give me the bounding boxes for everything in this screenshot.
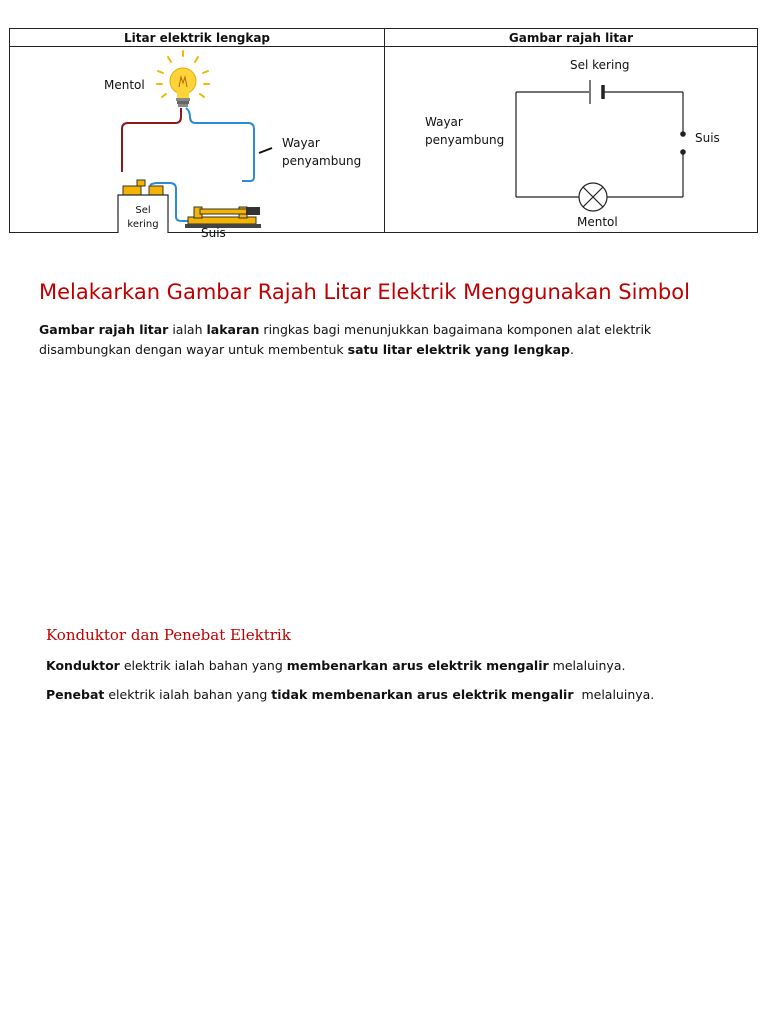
insulator-definition: [46, 686, 654, 704]
battery-label-line2: kering: [127, 219, 159, 230]
section-heading-conductors-insulators: Konduktor dan Penebat Elektrik: [46, 626, 291, 644]
definition-text-1: ialah: [168, 322, 207, 337]
term-complete-circuit: satu litar elektrik yang lengkap: [347, 342, 570, 357]
term-circuit-diagram: Gambar rajah litar: [39, 322, 169, 337]
switch-symbol-label: Suis: [695, 131, 720, 145]
wire-pointer-line: [259, 148, 272, 153]
lamp-symbol-icon: [579, 183, 607, 211]
term-sketch: lakaran: [206, 322, 260, 337]
insulator-text-1: elektrik ialah bahan yang: [104, 687, 272, 702]
complete-circuit-cell: [10, 47, 384, 240]
wire-label-line1: Wayar: [282, 136, 320, 150]
term-insulator: Penebat: [46, 687, 105, 702]
blue-wire-1: [186, 108, 254, 181]
cell-symbol-label: Sel kering: [570, 58, 630, 72]
circuit-diagram-definition: [39, 320, 689, 360]
table-header-circuit-diagram: Gambar rajah litar: [508, 31, 634, 45]
battery-label-line1: Sel: [135, 205, 151, 216]
term-allows-current: membenarkan arus elektrik mengalir: [286, 658, 549, 673]
bulb-label: Mentol: [104, 78, 145, 92]
term-blocks-current: tidak membenarkan arus elektrik mengalir: [271, 687, 574, 702]
diagram-wire-label-line1: Wayar: [425, 115, 463, 129]
diagram-wire-label-line2: penyambung: [425, 133, 505, 147]
definition-text-3: .: [569, 342, 574, 357]
conductor-definition: [46, 657, 625, 675]
lamp-symbol-label: Mentol: [577, 215, 618, 229]
conductor-text-1: elektrik ialah bahan yang: [119, 658, 287, 673]
term-conductor: Konduktor: [46, 658, 120, 673]
circuit-wires: [516, 92, 683, 197]
switch-label: Suis: [201, 226, 226, 240]
complete-circuit-illustration: [10, 47, 384, 233]
section-heading-circuit-symbols: Melakarkan Gambar Rajah Litar Elektrik Menggunakan Simbol: [39, 280, 690, 304]
circuit-diagram-cell: [385, 47, 757, 233]
circuit-table: [9, 28, 758, 240]
switch-symbol-icon: [680, 131, 686, 155]
table-header-complete-circuit: Litar elektrik lengkap: [123, 31, 271, 45]
cell-symbol-icon: [590, 80, 603, 104]
conductor-text-2: melaluinya.: [548, 658, 626, 673]
light-bulb-icon: [170, 68, 196, 107]
insulator-text-2: melaluinya.: [573, 687, 655, 702]
red-wire: [122, 108, 181, 172]
definition-text-2: ringkas bagi menunjukkan bagaimana komponen alat elektrik disambungkan dengan wayar untuk membentuk: [39, 322, 652, 357]
wire-label-line2: penyambung: [282, 154, 362, 168]
